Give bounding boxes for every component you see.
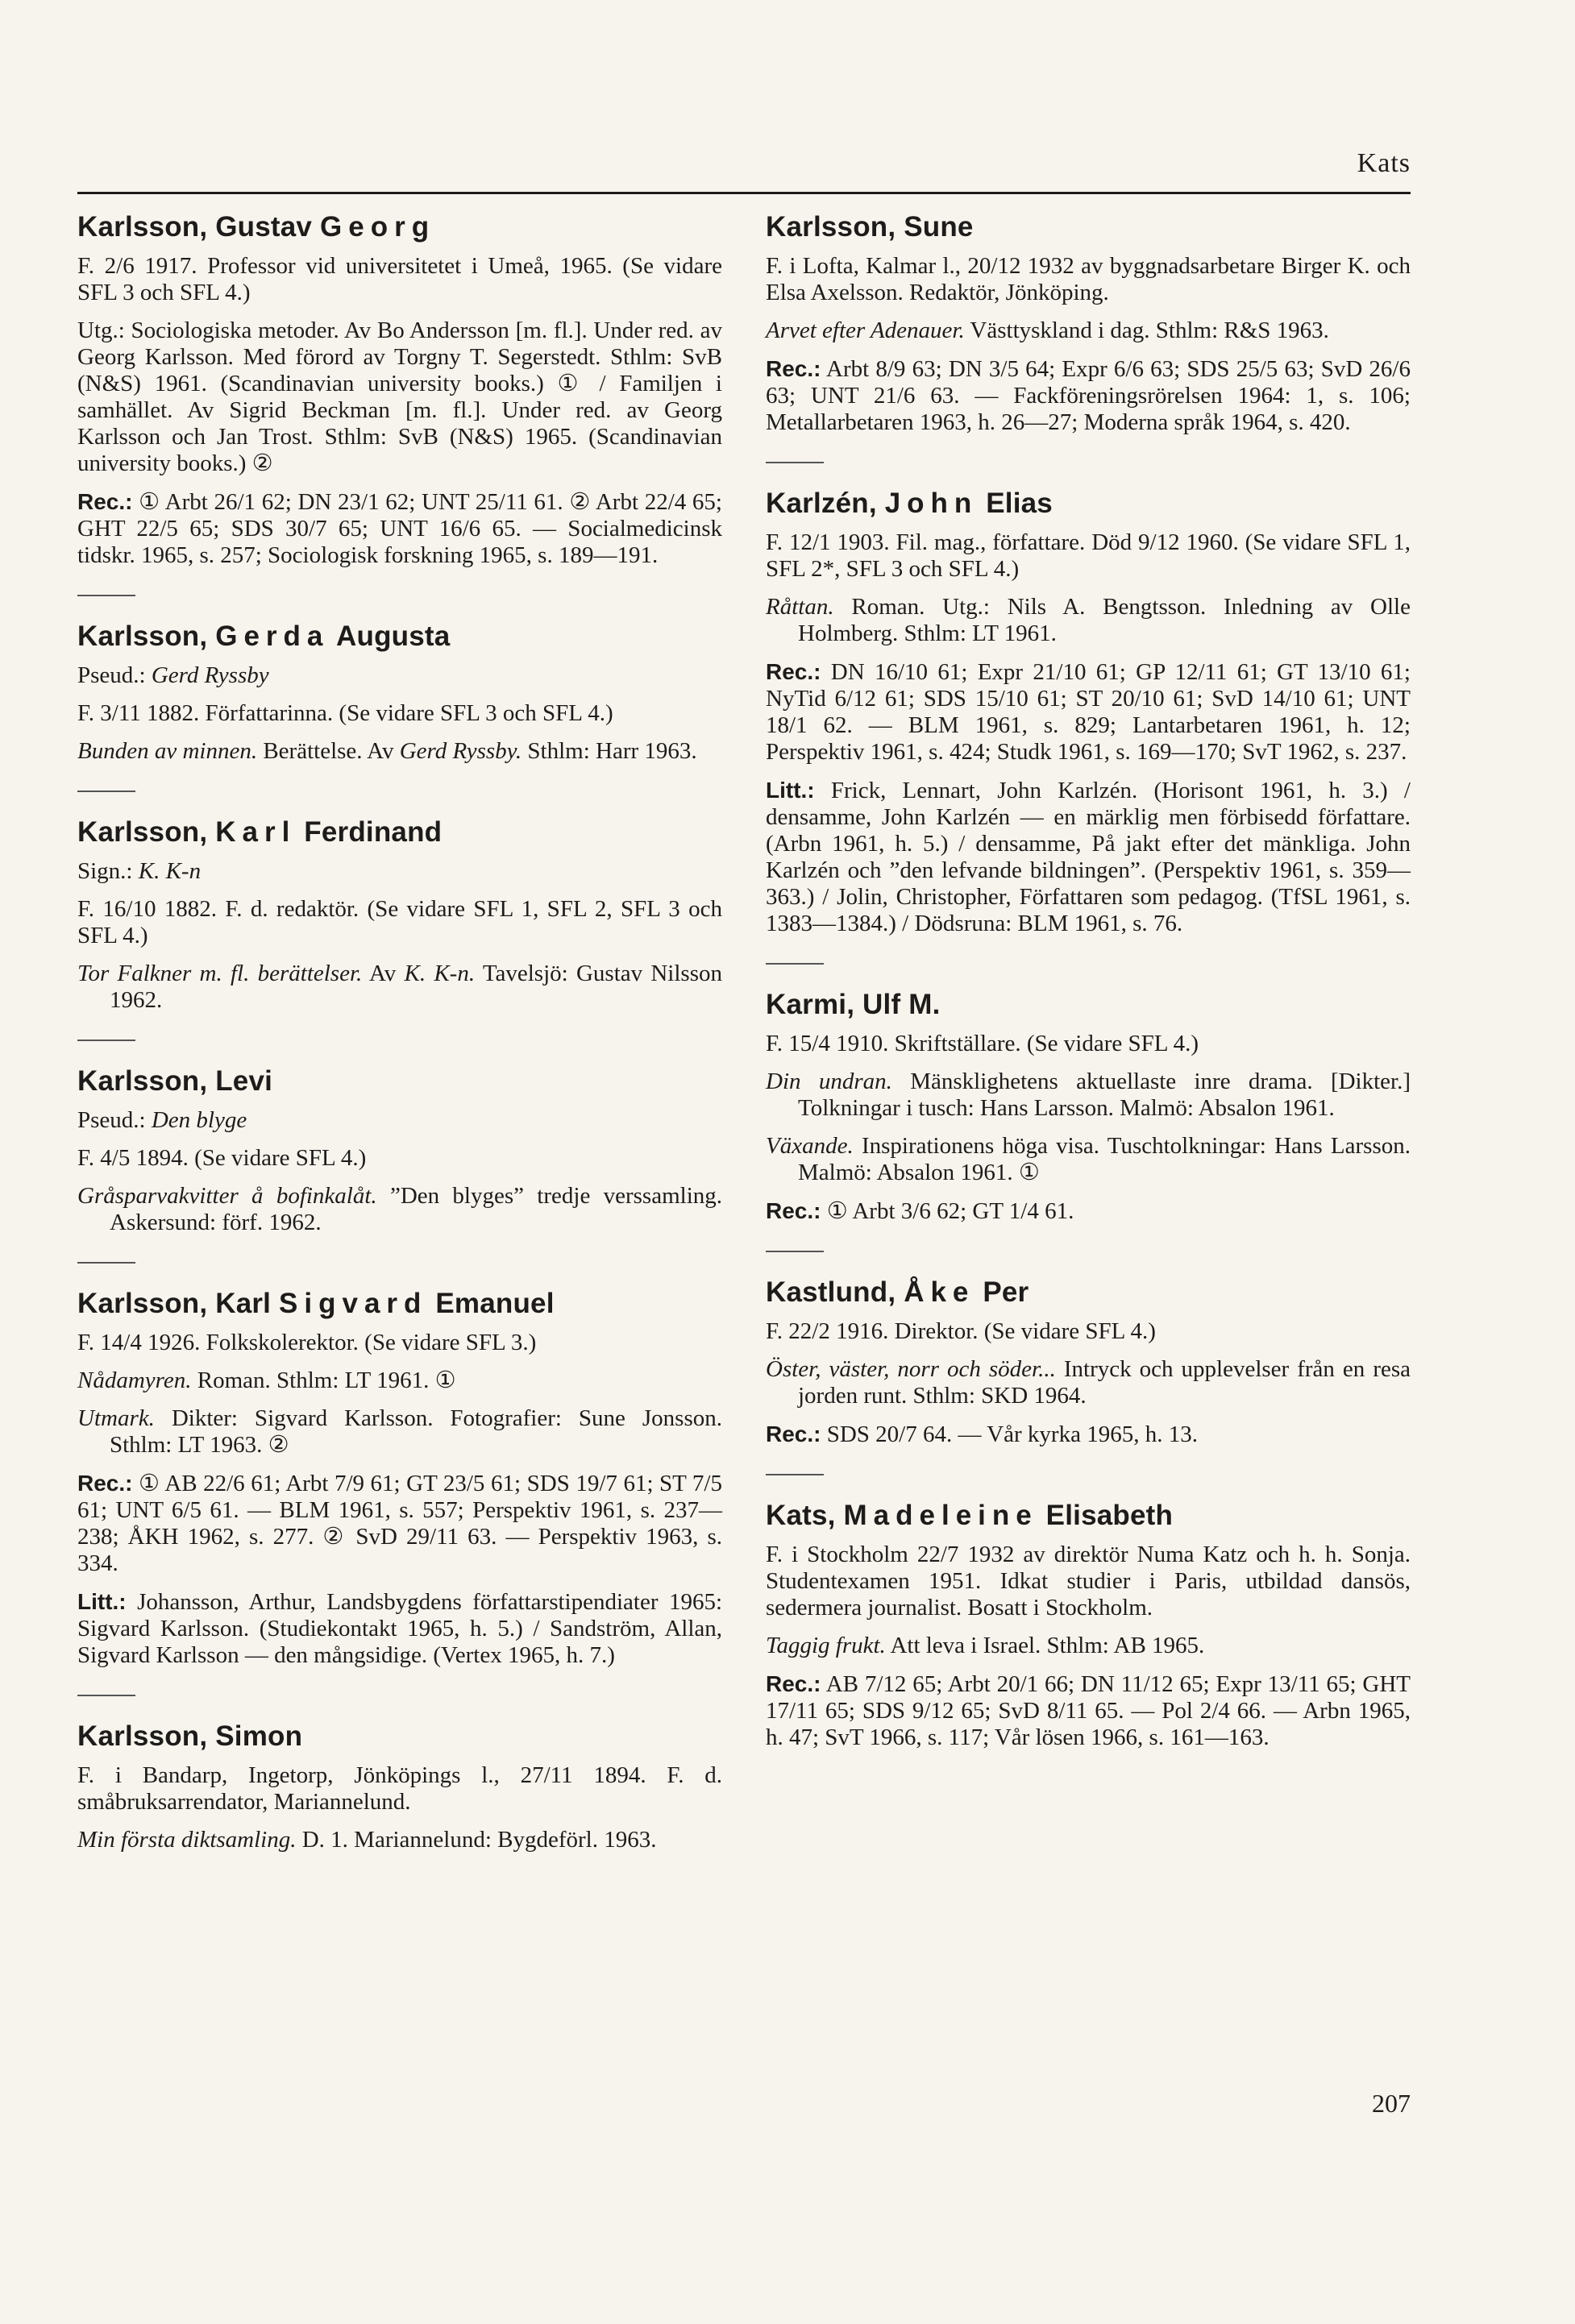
entry-divider — [766, 462, 824, 463]
name-part: Elisabeth — [1037, 1500, 1174, 1531]
entry-paragraph — [766, 355, 1411, 436]
name-part: Emanuel — [427, 1288, 555, 1319]
section-label: Rec.: — [77, 1471, 133, 1496]
section-label: Litt.: — [77, 1589, 127, 1614]
bio-entry — [77, 211, 722, 569]
text-segment: AB 7/12 65; Arbt 20/1 66; DN 11/12 65; Expr 13/11 65; GHT 17/11 65; SDS 9/12 65; SvD 8/11 65. — Pol 2/4 66. — Arbn 1965, h. 47; SvT 1966, s. 117; Vår lösen 1966, s. 161—163. — [766, 1671, 1411, 1750]
bio-entry — [77, 1695, 722, 1853]
text-segment: Mänsklighetens aktuellaste inre drama. [Dikter.] Tolkningar i tusch: Hans Larsson. Malmö: Absalon 1961. — [798, 1069, 1411, 1121]
text-segment: F. 2/6 1917. Professor vid universitetet i Umeå, 1965. (Se vidare SFL 3 och SFL 4.) — [77, 253, 722, 305]
entry-name — [766, 1500, 1411, 1532]
text-segment: Berättelse. Av — [257, 738, 400, 764]
entry-name — [77, 1065, 722, 1098]
bio-entry — [766, 462, 1411, 937]
name-part: Kats, — [766, 1500, 844, 1531]
text-segment: Roman. Sthlm: LT 1961. ① — [191, 1367, 456, 1393]
entry-paragraph — [766, 1356, 1411, 1409]
bio-entry — [766, 211, 1411, 436]
text-segment: Intryck och upplevelser från en resa jorden runt. Sthlm: SKD 1964. — [798, 1356, 1411, 1409]
entry-paragraph — [766, 1421, 1411, 1448]
entry-paragraph — [77, 1145, 722, 1172]
work-title: Den blyge — [151, 1107, 247, 1133]
work-title: Min första diktsamling. — [77, 1827, 297, 1853]
text-segment: Arbt 8/9 63; DN 3/5 64; Expr 6/6 63; SDS 25/5 63; SvD 26/6 63; UNT 21/6 63. — Fackföreningsrörelsen 1964: 1, s. 106; Metallarbetaren 1963, h. 26—27; Moderna språk 1964, s. 420. — [766, 356, 1411, 435]
entry-paragraph — [77, 1107, 722, 1134]
name-part: Elias — [978, 488, 1053, 519]
text-segment: Dikter: Sigvard Karlsson. Fotografier: Sune Jonsson. Sthlm: LT 1963. ② — [110, 1405, 722, 1458]
name-part-spaced: Sigvard — [279, 1288, 428, 1319]
entry-paragraph — [77, 1470, 722, 1577]
name-part: Karlsson, — [77, 816, 216, 848]
entry-paragraph — [766, 253, 1411, 306]
work-title: Taggig frukt. — [766, 1633, 886, 1658]
bio-entry — [77, 595, 722, 765]
entry-paragraph — [77, 1762, 722, 1816]
bio-entry — [766, 1474, 1411, 1751]
text-segment: Västtyskland i dag. Sthlm: R&S 1963. — [964, 317, 1329, 343]
work-title: Bunden av minnen. — [77, 738, 258, 764]
name-part: Karmi, Ulf M. — [766, 989, 941, 1020]
text-segment: Roman. Utg.: Nils A. Bengtsson. Inledning av Olle Holmberg. Sthlm: LT 1961. — [798, 594, 1411, 646]
entry-name — [766, 1276, 1411, 1309]
entry-divider — [77, 595, 135, 596]
text-segment: Av — [362, 961, 405, 986]
entry-paragraph — [77, 662, 722, 689]
bio-entry — [77, 1040, 722, 1236]
text-segment: F. 12/1 1903. Fil. mag., författare. Död 9/12 1960. (Se vidare SFL 1, SFL 2*, SFL 3 och SFL 4.) — [766, 529, 1411, 582]
text-segment: Sign.: — [77, 858, 139, 884]
work-title: Råttan. — [766, 594, 834, 620]
name-part-spaced: Georg — [320, 211, 436, 243]
entry-paragraph — [77, 1367, 722, 1394]
work-title: Utmark. — [77, 1405, 155, 1431]
entry-divider — [77, 1262, 135, 1264]
entry-paragraph — [766, 1069, 1411, 1122]
entry-paragraph — [766, 529, 1411, 583]
entry-divider — [77, 1040, 135, 1041]
text-segment: Sthlm: Harr 1963. — [522, 738, 697, 764]
work-title: Växande. — [766, 1133, 854, 1159]
section-label: Rec.: — [766, 356, 821, 381]
name-part: Karlsson, Sune — [766, 211, 974, 243]
entry-divider — [77, 1695, 135, 1696]
text-segment: F. i Lofta, Kalmar l., 20/12 1932 av byggnadsarbetare Birger K. och Elsa Axelsson. Redaktör, Jönköping. — [766, 253, 1411, 305]
text-segment: Utg.: Sociologiska metoder. Av Bo Andersson [m. fl.]. Under red. av Georg Karlsson. Med förord av Torgny T. Segerstedt. Sthlm: SvB (N&S) 1961. (Scandinavian university books.) ① / Familjen i samhället. Av Sigrid Beckman [m. fl.]. Under red. av Georg Karlsson och Jan Trost. Sthlm: SvB (N&S) 1965. (Scandinavian university books.) ② — [77, 317, 722, 476]
right-column — [766, 211, 1411, 1791]
text-segment: ”Den blyges” tredje verssamling. Askersund: förf. 1962. — [110, 1183, 722, 1235]
text-segment: F. 4/5 1894. (Se vidare SFL 4.) — [77, 1145, 367, 1171]
bio-entry — [766, 1251, 1411, 1448]
entry-paragraph — [766, 1318, 1411, 1345]
entry-paragraph — [77, 1405, 722, 1459]
entry-name — [77, 816, 722, 849]
entry-divider — [77, 791, 135, 792]
name-part-spaced: John — [884, 488, 979, 519]
name-part: Augusta — [329, 620, 451, 652]
text-segment: F. i Bandarp, Ingetorp, Jönköpings l., 27/11 1894. F. d. småbruksarrendator, Mariannelund. — [77, 1762, 722, 1815]
bio-entry — [77, 791, 722, 1014]
page-number: 207 — [1372, 2089, 1411, 2118]
text-segment: Frick, Lennart, John Karlzén. (Horisont 1961, h. 3.) / densamme, John Karlzén — en märklig men förbisedd författare. (Arbn 1961, h. 5.) / densamme, På jakt efter det mänkliga. John Karlzén och ”den lefvande bildningen”. (Perspektiv 1961, s. 359—363.) / Jolin, Christopher, Författaren som pedagog. (TfSL 1961, s. 1383—1384.) / Dödsruna: BLM 1961, s. 76. — [766, 778, 1411, 936]
section-label: Litt.: — [766, 778, 815, 803]
name-part: Karlsson, Karl — [77, 1288, 280, 1319]
entry-paragraph — [766, 1197, 1411, 1225]
text-segment: F. 14/4 1926. Folkskolerektor. (Se vidare SFL 3.) — [77, 1330, 537, 1355]
entry-paragraph — [77, 1183, 722, 1236]
text-segment: F. 22/2 1916. Direktor. (Se vidare SFL 4.) — [766, 1318, 1156, 1344]
entry-name — [766, 989, 1411, 1021]
name-part: Karlsson, Levi — [77, 1065, 273, 1097]
entry-paragraph — [766, 1633, 1411, 1659]
name-part: Karlsson, Simon — [77, 1720, 303, 1752]
text-segment: D. 1. Mariannelund: Bygdeförl. 1963. — [296, 1827, 657, 1853]
name-part: Karlsson, Gustav — [77, 211, 321, 243]
header-rule — [77, 192, 1411, 194]
entry-paragraph — [77, 700, 722, 727]
entry-paragraph — [766, 1670, 1411, 1751]
work-title: Gråsparvakvitter å bofinkalåt. — [77, 1183, 377, 1209]
text-segment: F. 16/10 1882. F. d. redaktör. (Se vidare SFL 1, SFL 2, SFL 3 och SFL 4.) — [77, 896, 722, 948]
entry-paragraph — [766, 594, 1411, 647]
text-segment: F. 15/4 1910. Skriftställare. (Se vidare SFL 4.) — [766, 1031, 1199, 1056]
name-part-spaced: Åke — [904, 1276, 975, 1308]
entry-paragraph — [766, 1133, 1411, 1186]
text-segment: SDS 20/7 64. — Vår kyrka 1965, h. 13. — [821, 1421, 1198, 1447]
entry-name — [77, 620, 722, 653]
entry-paragraph — [77, 1588, 722, 1669]
entry-name — [766, 488, 1411, 520]
name-part-spaced: Gerda — [215, 620, 330, 652]
section-label: Rec.: — [766, 1421, 821, 1446]
entry-paragraph — [77, 1827, 722, 1853]
name-part-spaced: Karl — [215, 816, 297, 848]
entry-paragraph — [77, 858, 722, 885]
text-segment: ① AB 22/6 61; Arbt 7/9 61; GT 23/5 61; SDS 19/7 61; ST 7/5 61; UNT 6/5 61. — BLM 1961, s. 557; Perspektiv 1961, s. 237—238; ÅKH 1962, s. 277. ② SvD 29/11 63. — Perspektiv 1963, s. 334. — [77, 1471, 722, 1576]
entry-paragraph — [77, 738, 722, 765]
work-title: K. K-n. — [404, 961, 476, 986]
entry-paragraph — [766, 658, 1411, 766]
entry-divider — [766, 1251, 824, 1252]
entry-divider — [766, 1474, 824, 1475]
name-part-spaced: Madeleine — [843, 1500, 1038, 1531]
text-segment: Att leva i Israel. Sthlm: AB 1965. — [885, 1633, 1205, 1658]
work-title: Arvet efter Adenauer. — [766, 317, 965, 343]
entry-paragraph — [77, 1330, 722, 1356]
running-head: Kats — [1357, 148, 1411, 178]
work-title: Tor Falkner m. fl. berättelser. — [77, 961, 363, 986]
text-segment: F. i Stockholm 22/7 1932 av direktör Numa Katz och h. h. Sonja. Studentexamen 1951. Idkat studier i Paris, utbildad dansös, sedermera journalist. Bosatt i Stockholm. — [766, 1542, 1411, 1621]
text-segment: Inspirationens höga visa. Tuschtolkningar: Hans Larsson. Malmö: Absalon 1961. ① — [798, 1133, 1411, 1185]
entry-name — [77, 1288, 722, 1320]
work-title: K. K-n — [138, 858, 202, 884]
entry-divider — [766, 963, 824, 965]
section-label: Rec.: — [77, 489, 133, 514]
text-segment: ① Arbt 3/6 62; GT 1/4 61. — [821, 1198, 1074, 1224]
work-title: Gerd Ryssby — [151, 662, 269, 688]
name-part: Karlsson, — [77, 620, 216, 652]
section-label: Rec.: — [766, 1198, 821, 1223]
work-title: Öster, väster, norr och söder... — [766, 1356, 1056, 1382]
work-title: Gerd Ryssby. — [399, 738, 522, 764]
name-part: Karlzén, — [766, 488, 885, 519]
name-part: Per — [975, 1276, 1029, 1308]
name-part: Kastlund, — [766, 1276, 904, 1308]
text-segment: Pseud.: — [77, 1107, 152, 1133]
left-column — [77, 211, 722, 1894]
work-title: Nådamyren. — [77, 1367, 192, 1393]
entry-name — [77, 1720, 722, 1753]
entry-paragraph — [766, 1542, 1411, 1621]
section-label: Rec.: — [766, 1671, 821, 1696]
text-segment: Tavelsjö: Gustav Nilsson 1962. — [110, 961, 722, 1013]
entry-paragraph — [77, 896, 722, 949]
entry-paragraph — [766, 777, 1411, 937]
text-segment: Pseud.: — [77, 662, 152, 688]
entry-paragraph — [77, 253, 722, 306]
text-segment: ① Arbt 26/1 62; DN 23/1 62; UNT 25/11 61. ② Arbt 22/4 65; GHT 22/5 65; SDS 30/7 65; UNT 16/6 65. — Socialmedicinsk tidskr. 1965, s. 257; Sociologisk forskning 1965, s. 189—191. — [77, 489, 722, 568]
bio-entry — [766, 963, 1411, 1225]
work-title: Din undran. — [766, 1069, 892, 1094]
entry-paragraph — [766, 1031, 1411, 1057]
name-part: Ferdinand — [296, 816, 443, 848]
entry-name — [77, 211, 722, 243]
entry-name — [766, 211, 1411, 243]
section-label: Rec.: — [766, 659, 821, 684]
text-segment: Johansson, Arthur, Landsbygdens författarstipendiater 1965: Sigvard Karlsson. (Studiekontakt 1965, h. 5.) / Sandström, Allan, Sigvard Karlsson — den mångsidige. (Vertex 1965, h. 7.) — [77, 1589, 722, 1668]
entry-paragraph — [77, 317, 722, 477]
text-segment: F. 3/11 1882. Författarinna. (Se vidare SFL 3 och SFL 4.) — [77, 700, 613, 726]
entry-paragraph — [77, 961, 722, 1014]
entry-paragraph — [77, 488, 722, 569]
bio-entry — [77, 1262, 722, 1669]
text-segment: DN 16/10 61; Expr 21/10 61; GP 12/11 61; GT 13/10 61; NyTid 6/12 61; SDS 15/10 61; ST 20/10 61; SvD 14/10 61; UNT 18/1 62. — BLM 1961, s. 829; Lantarbetaren 1961, h. 12; Perspektiv 1961, s. 424; Studk 1961, s. 169—170; SvT 1962, s. 237. — [766, 659, 1411, 765]
entry-paragraph — [766, 317, 1411, 344]
